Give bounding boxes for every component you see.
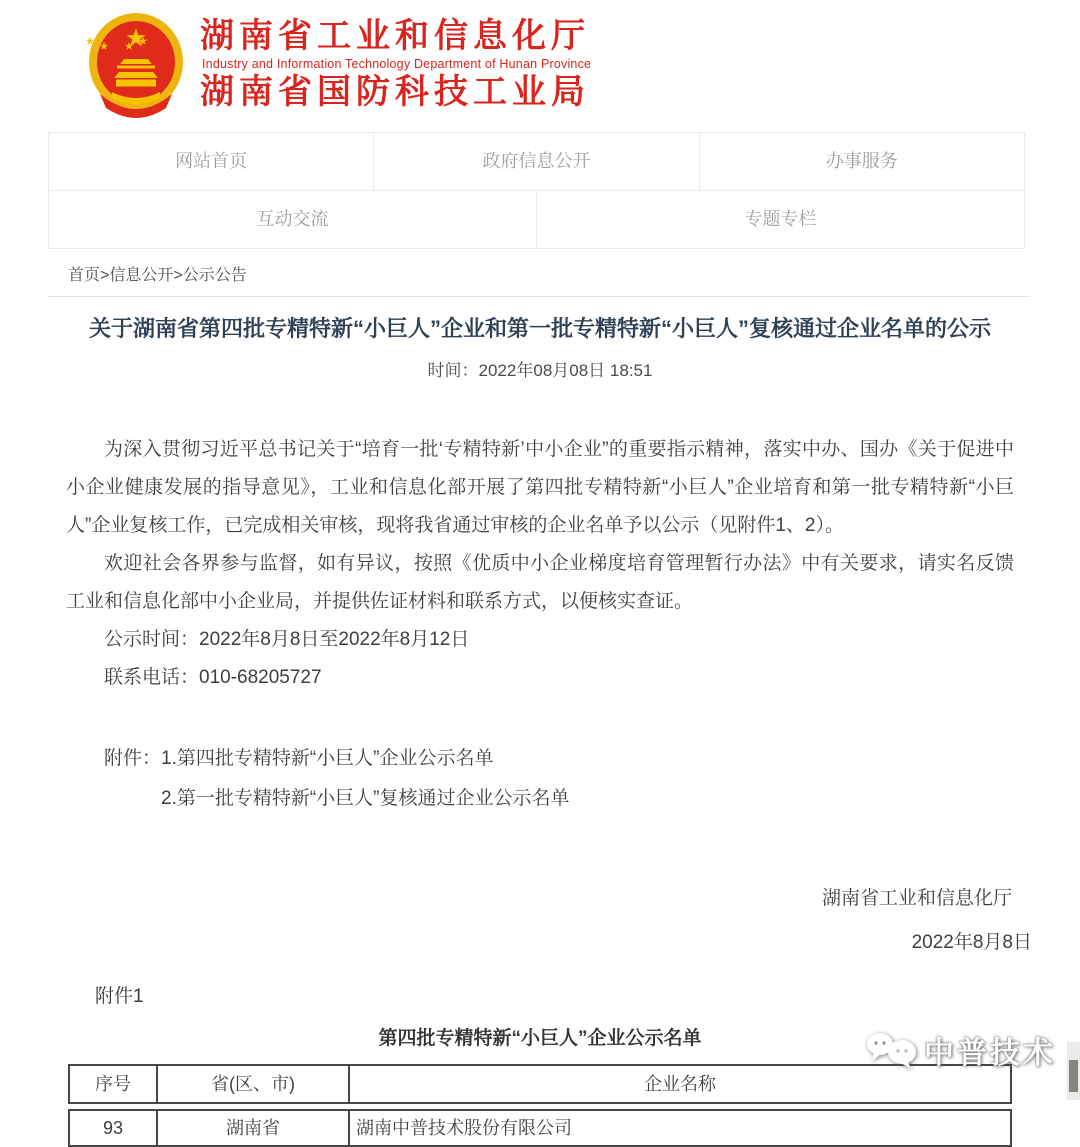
col-header-province: 省(区、市) [156,1066,348,1102]
main-navigation [48,132,1025,249]
nav-row-1 [49,133,1024,190]
org-name-english: Industry and Information Technology Department of Hunan Province [202,57,592,72]
cell-company: 湖南中普技术股份有限公司 [348,1111,1010,1145]
table-header-row [68,1064,1012,1104]
annex-label: 附件1 [95,985,144,1007]
cell-province: 湖南省 [156,1111,348,1145]
company-table [68,1064,1012,1147]
watermark-text: 中普技术 [924,1037,1056,1070]
breadcrumb[interactable]: 首页>信息公开>公示公告 [68,267,247,284]
signature-organization: 湖南省工业和信息化厅 [821,887,1012,909]
nav-item-interaction[interactable]: 互动交流 [49,191,536,248]
nav-item-special-columns[interactable]: 专题专栏 [536,191,1024,248]
attachments-list [66,739,1014,819]
contact-phone: 联系电话：010-68205727 [104,666,322,688]
notice-period: 公示时间：2022年8月8日至2022年8月12日 [104,628,470,650]
attachment-2: 2.第一批专精特新“小巨人”复核通过企业公示名单 [161,787,570,809]
col-header-seq: 序号 [95,1073,131,1094]
nav-row-2 [49,190,1024,248]
nav-item-home[interactable]: 网站首页 [49,133,373,190]
header-org-titles [200,12,591,112]
col-header-company: 企业名称 [348,1066,1010,1102]
paragraph-1: 为深入贯彻习近平总书记关于“培育一批‘专精特新’中小企业”的重要指示精神，落实中办、国办《关于促进中小企业健康发展的指导意见》，工业和信息化部开展了第四批专精特新“小巨人”企业培育和第一批专精特新“小巨人”企业复核工作，已完成相关审核，现将我省通过审核的企业名单予以公示（见附件1、2）。 [66,438,1014,536]
cell-seq: 93 [102,1117,124,1138]
publish-time: 时间：2022年08月08日 18:51 [427,360,653,380]
national-emblem-logo [86,12,186,118]
scrollbar-thumb[interactable] [1069,1060,1078,1092]
page-title: 关于湖南省第四批专精特新“小巨人”企业和第一批专精特新“小巨人”复核通过企业名单的公示 [88,316,991,341]
nav-item-gov-info[interactable]: 政府信息公开 [373,133,698,190]
paragraph-2: 欢迎社会各界参与监督，如有异议，按照《优质中小企业梯度培育管理暂行办法》中有关要求，请实名反馈工业和信息化部中小企业局，并提供佐证材料和联系方式，以便核实查证。 [66,552,1014,612]
table-row [68,1109,1012,1147]
article-body [66,431,1014,697]
org-name-secondary: 湖南省国防科技工业局 [200,73,590,112]
attachment-1: 附件：1.第四批专精特新“小巨人”企业公示名单 [104,747,494,769]
signature-date: 2022年8月8日 [911,931,1032,953]
site-header [0,0,1080,130]
nav-item-services[interactable]: 办事服务 [699,133,1024,190]
org-name-primary: 湖南省工业和信息化厅 [200,17,590,55]
divider [48,296,1030,297]
annex-table-title: 第四批专精特新“小巨人”企业公示名单 [378,1027,702,1049]
